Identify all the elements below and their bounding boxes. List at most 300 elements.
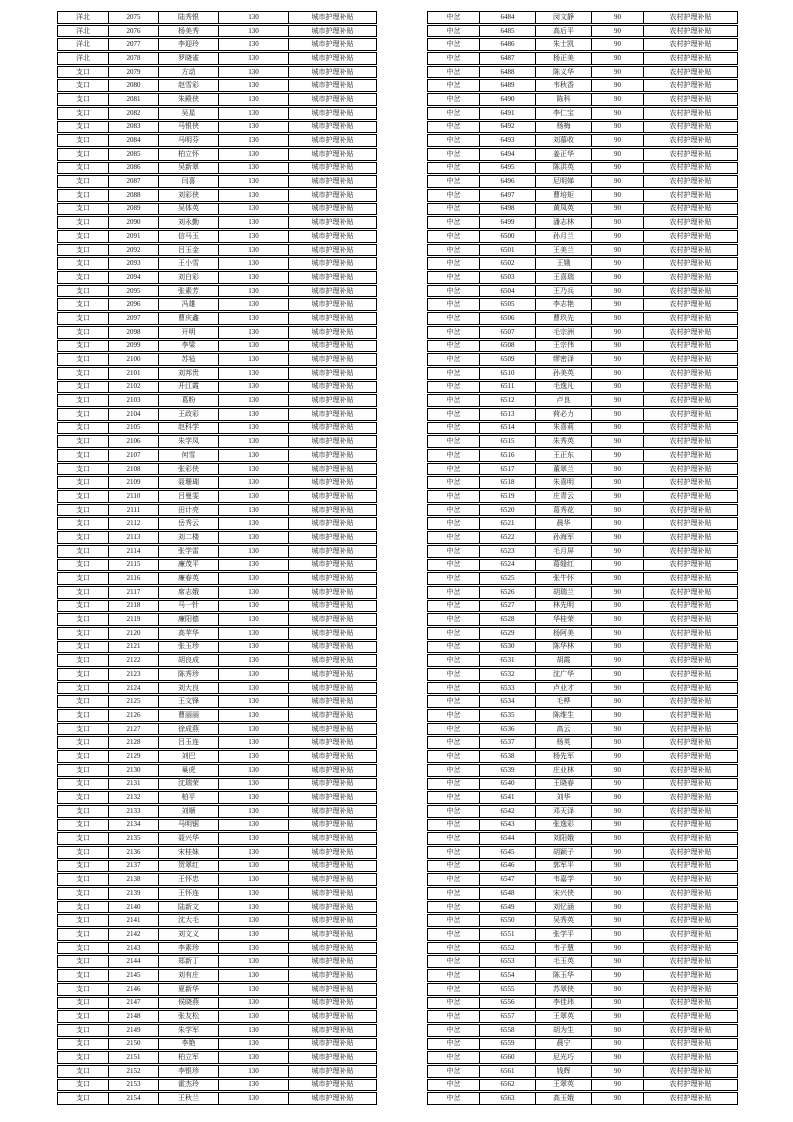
table-row <box>427 1079 738 1092</box>
table-row <box>427 230 738 243</box>
amount-cell: 90 <box>591 408 643 421</box>
subsidy-type-cell: 农村护理补贴 <box>643 216 738 229</box>
person-name-cell: 李迎玲 <box>158 38 218 51</box>
serial-number-cell: 6520 <box>479 504 535 517</box>
table-row <box>57 517 377 530</box>
person-name-cell: 马明芬 <box>158 134 218 147</box>
table-row <box>427 709 738 722</box>
serial-number-cell: 6488 <box>479 66 535 79</box>
table-row <box>427 517 738 530</box>
amount-cell: 90 <box>591 709 643 722</box>
subsidy-type-cell: 城市护理补贴 <box>288 572 377 585</box>
area-cell: 中岔 <box>427 942 479 955</box>
subsidy-type-cell: 城市护理补贴 <box>288 860 377 873</box>
amount-cell: 130 <box>218 25 288 38</box>
person-name-cell: 刘华 <box>535 791 591 804</box>
subsidy-type-cell: 城市护理补贴 <box>288 381 377 394</box>
area-cell: 支口 <box>57 271 108 284</box>
serial-number-cell: 2127 <box>108 723 158 736</box>
subsidy-type-cell: 农村护理补贴 <box>643 189 738 202</box>
table-row <box>427 723 738 736</box>
person-name-cell: 陈科 <box>535 93 591 106</box>
person-name-cell: 高后平 <box>535 25 591 38</box>
subsidy-type-cell: 城市护理补贴 <box>288 435 377 448</box>
subsidy-type-cell: 农村护理补贴 <box>643 764 738 777</box>
person-name-cell: 王怀连 <box>158 887 218 900</box>
area-cell: 中岔 <box>427 312 479 325</box>
serial-number-cell: 6489 <box>479 79 535 92</box>
table-row <box>427 148 738 161</box>
table-row <box>427 476 738 489</box>
area-cell: 中岔 <box>427 244 479 257</box>
person-name-cell: 侯晓燕 <box>158 997 218 1010</box>
serial-number-cell: 2121 <box>108 641 158 654</box>
serial-number-cell: 6535 <box>479 709 535 722</box>
serial-number-cell: 2099 <box>108 340 158 353</box>
table-row <box>57 312 377 325</box>
subsidy-type-cell: 城市护理补贴 <box>288 121 377 134</box>
serial-number-cell: 2086 <box>108 162 158 175</box>
subsidy-type-cell: 城市护理补贴 <box>288 66 377 79</box>
area-cell: 中岔 <box>427 750 479 763</box>
person-name-cell: 刘巴 <box>158 750 218 763</box>
area-cell: 支口 <box>57 517 108 530</box>
amount-cell: 90 <box>591 298 643 311</box>
person-name-cell: 李志艳 <box>535 298 591 311</box>
amount-cell: 90 <box>591 244 643 257</box>
table-row <box>57 52 377 65</box>
person-name-cell: 刘永勤 <box>158 216 218 229</box>
serial-number-cell: 6505 <box>479 298 535 311</box>
amount-cell: 130 <box>218 545 288 558</box>
serial-number-cell: 6557 <box>479 1010 535 1023</box>
person-name-cell: 陆新文 <box>158 901 218 914</box>
person-name-cell: 沈大毛 <box>158 914 218 927</box>
area-cell: 支口 <box>57 654 108 667</box>
area-cell: 支口 <box>57 860 108 873</box>
person-name-cell: 王娥 <box>535 257 591 270</box>
table-row <box>57 230 377 243</box>
person-name-cell: 刘彩侠 <box>158 189 218 202</box>
amount-cell: 130 <box>218 271 288 284</box>
person-name-cell: 巢虎 <box>158 764 218 777</box>
person-name-cell: 张牛怀 <box>535 572 591 585</box>
person-name-cell: 苏翠侠 <box>535 983 591 996</box>
subsidy-type-cell: 农村护理补贴 <box>643 52 738 65</box>
table-row <box>427 367 738 380</box>
serial-number-cell: 6510 <box>479 367 535 380</box>
table-row <box>427 298 738 311</box>
person-name-cell: 罗晓雀 <box>158 52 218 65</box>
amount-cell: 90 <box>591 504 643 517</box>
person-name-cell: 朱学军 <box>158 1024 218 1037</box>
area-cell: 支口 <box>57 381 108 394</box>
serial-number-cell: 6537 <box>479 736 535 749</box>
area-cell: 中岔 <box>427 819 479 832</box>
amount-cell: 130 <box>218 66 288 79</box>
amount-cell: 130 <box>218 1092 288 1105</box>
amount-cell: 130 <box>218 832 288 845</box>
amount-cell: 90 <box>591 285 643 298</box>
amount-cell: 90 <box>591 928 643 941</box>
amount-cell: 90 <box>591 175 643 188</box>
subsidy-type-cell: 农村护理补贴 <box>643 353 738 366</box>
serial-number-cell: 2153 <box>108 1079 158 1092</box>
amount-cell: 130 <box>218 408 288 421</box>
area-cell: 支口 <box>57 449 108 462</box>
amount-cell: 130 <box>218 79 288 92</box>
subsidy-type-cell: 农村护理补贴 <box>643 832 738 845</box>
subsidy-type-cell: 城市护理补贴 <box>288 312 377 325</box>
subsidy-type-cell: 农村护理补贴 <box>643 545 738 558</box>
serial-number-cell: 2079 <box>108 66 158 79</box>
person-name-cell: 尼光巧 <box>535 1051 591 1064</box>
subsidy-type-cell: 农村护理补贴 <box>643 435 738 448</box>
serial-number-cell: 2129 <box>108 750 158 763</box>
area-cell: 中岔 <box>427 627 479 640</box>
amount-cell: 130 <box>218 791 288 804</box>
table-row <box>57 38 377 51</box>
subsidy-type-cell: 农村护理补贴 <box>643 955 738 968</box>
serial-number-cell: 2137 <box>108 860 158 873</box>
amount-cell: 90 <box>591 545 643 558</box>
subsidy-type-cell: 城市护理补贴 <box>288 682 377 695</box>
table-row <box>427 340 738 353</box>
subsidy-type-cell: 城市护理补贴 <box>288 148 377 161</box>
serial-number-cell: 6518 <box>479 476 535 489</box>
person-name-cell: 杨英 <box>535 736 591 749</box>
table-row <box>427 1024 738 1037</box>
subsidy-type-cell: 农村护理补贴 <box>643 668 738 681</box>
table-row <box>427 162 738 175</box>
table-row <box>427 25 738 38</box>
table-row <box>57 1038 377 1051</box>
area-cell: 中岔 <box>427 846 479 859</box>
person-name-cell: 钱辉 <box>535 1065 591 1078</box>
area-cell: 中岔 <box>427 613 479 626</box>
amount-cell: 90 <box>591 38 643 51</box>
serial-number-cell: 2132 <box>108 791 158 804</box>
amount-cell: 130 <box>218 381 288 394</box>
area-cell: 中岔 <box>427 79 479 92</box>
table-row <box>427 271 738 284</box>
serial-number-cell: 6528 <box>479 613 535 626</box>
area-cell: 支口 <box>57 668 108 681</box>
table-row <box>427 257 738 270</box>
person-name-cell: 陈华林 <box>535 641 591 654</box>
area-cell: 支口 <box>57 203 108 216</box>
subsidy-type-cell: 城市护理补贴 <box>288 586 377 599</box>
area-cell: 支口 <box>57 463 108 476</box>
table-row <box>427 121 738 134</box>
amount-cell: 90 <box>591 613 643 626</box>
person-name-cell: 王晓春 <box>535 778 591 791</box>
subsidy-type-cell: 农村护理补贴 <box>643 778 738 791</box>
table-row <box>427 326 738 339</box>
person-name-cell: 刘有庄 <box>158 969 218 982</box>
amount-cell: 90 <box>591 148 643 161</box>
subsidy-type-cell: 农村护理补贴 <box>643 298 738 311</box>
person-name-cell: 席志娥 <box>158 586 218 599</box>
serial-number-cell: 2134 <box>108 819 158 832</box>
table-row <box>427 134 738 147</box>
table-row <box>57 11 377 24</box>
area-cell: 支口 <box>57 764 108 777</box>
area-cell: 中岔 <box>427 873 479 886</box>
area-cell: 洋北 <box>57 38 108 51</box>
serial-number-cell: 2097 <box>108 312 158 325</box>
area-cell: 支口 <box>57 1010 108 1023</box>
area-cell: 中岔 <box>427 394 479 407</box>
area-cell: 中岔 <box>427 695 479 708</box>
amount-cell: 90 <box>591 463 643 476</box>
subsidy-type-cell: 城市护理补贴 <box>288 997 377 1010</box>
person-name-cell: 柏平 <box>158 791 218 804</box>
person-name-cell: 吴星 <box>158 107 218 120</box>
table-row <box>427 736 738 749</box>
area-cell: 中岔 <box>427 736 479 749</box>
serial-number-cell: 6523 <box>479 545 535 558</box>
table-row <box>57 1024 377 1037</box>
subsidy-type-cell: 城市护理补贴 <box>288 340 377 353</box>
area-cell: 支口 <box>57 175 108 188</box>
subsidy-type-cell: 城市护理补贴 <box>288 52 377 65</box>
table-row <box>427 381 738 394</box>
serial-number-cell: 6531 <box>479 654 535 667</box>
serial-number-cell: 2116 <box>108 572 158 585</box>
table-row <box>57 476 377 489</box>
table-row <box>427 66 738 79</box>
serial-number-cell: 6517 <box>479 463 535 476</box>
subsidy-type-cell: 城市护理补贴 <box>288 298 377 311</box>
subsidy-type-cell: 城市护理补贴 <box>288 1065 377 1078</box>
subsidy-type-cell: 农村护理补贴 <box>643 723 738 736</box>
person-name-cell: 尼明娣 <box>535 175 591 188</box>
person-name-cell: 聂兴华 <box>158 832 218 845</box>
serial-number-cell: 6541 <box>479 791 535 804</box>
serial-number-cell: 6513 <box>479 408 535 421</box>
person-name-cell: 刘慕收 <box>535 134 591 147</box>
subsidy-type-cell: 城市护理补贴 <box>288 531 377 544</box>
subsidy-type-cell: 城市护理补贴 <box>288 846 377 859</box>
subsidy-type-cell: 农村护理补贴 <box>643 887 738 900</box>
serial-number-cell: 6519 <box>479 490 535 503</box>
table-row <box>57 901 377 914</box>
amount-cell: 130 <box>218 1038 288 1051</box>
person-name-cell: 张学雷 <box>158 545 218 558</box>
subsidy-type-cell: 农村护理补贴 <box>643 517 738 530</box>
area-cell: 支口 <box>57 641 108 654</box>
person-name-cell: 王政彩 <box>158 408 218 421</box>
person-name-cell: 李梁 <box>158 340 218 353</box>
table-row <box>57 422 377 435</box>
person-name-cell: 胡颖子 <box>535 846 591 859</box>
person-name-cell: 胡霞 <box>535 654 591 667</box>
area-cell: 中岔 <box>427 476 479 489</box>
person-name-cell: 卢业才 <box>535 682 591 695</box>
subsidy-type-cell: 城市护理补贴 <box>288 394 377 407</box>
serial-number-cell: 2105 <box>108 422 158 435</box>
person-name-cell: 开江霞 <box>158 381 218 394</box>
amount-cell: 130 <box>218 298 288 311</box>
serial-number-cell: 6495 <box>479 162 535 175</box>
serial-number-cell: 2149 <box>108 1024 158 1037</box>
area-cell: 支口 <box>57 586 108 599</box>
person-name-cell: 林先明 <box>535 600 591 613</box>
serial-number-cell: 6487 <box>479 52 535 65</box>
subsidy-type-cell: 农村护理补贴 <box>643 572 738 585</box>
amount-cell: 90 <box>591 230 643 243</box>
subsidy-type-cell: 农村护理补贴 <box>643 928 738 941</box>
amount-cell: 90 <box>591 1065 643 1078</box>
amount-cell: 90 <box>591 901 643 914</box>
area-cell: 中岔 <box>427 408 479 421</box>
area-cell: 中岔 <box>427 230 479 243</box>
person-name-cell: 吴体英 <box>158 203 218 216</box>
table-row <box>57 340 377 353</box>
person-name-cell: 邓天泽 <box>535 805 591 818</box>
person-name-cell: 曹丽丽 <box>158 709 218 722</box>
subsidy-type-cell: 城市护理补贴 <box>288 750 377 763</box>
amount-cell: 130 <box>218 942 288 955</box>
person-name-cell: 信马玉 <box>158 230 218 243</box>
area-cell: 中岔 <box>427 203 479 216</box>
serial-number-cell: 2089 <box>108 203 158 216</box>
amount-cell: 90 <box>591 93 643 106</box>
person-name-cell: 柏立军 <box>158 1051 218 1064</box>
area-cell: 中岔 <box>427 93 479 106</box>
table-row <box>57 285 377 298</box>
person-name-cell: 刘大良 <box>158 682 218 695</box>
serial-number-cell: 6507 <box>479 326 535 339</box>
person-name-cell: 王翠英 <box>535 1010 591 1023</box>
table-row <box>57 723 377 736</box>
area-cell: 中岔 <box>427 928 479 941</box>
table-row <box>57 175 377 188</box>
table-row <box>427 244 738 257</box>
subsidy-type-cell: 城市护理补贴 <box>288 764 377 777</box>
table-row <box>427 545 738 558</box>
area-cell: 支口 <box>57 367 108 380</box>
amount-cell: 130 <box>218 572 288 585</box>
amount-cell: 90 <box>591 955 643 968</box>
person-name-cell: 杨美秀 <box>158 25 218 38</box>
table-row <box>57 408 377 421</box>
area-cell: 中岔 <box>427 531 479 544</box>
amount-cell: 130 <box>218 641 288 654</box>
serial-number-cell: 6521 <box>479 517 535 530</box>
table-row <box>57 559 377 572</box>
subsidy-type-cell: 城市护理补贴 <box>288 422 377 435</box>
area-cell: 中岔 <box>427 326 479 339</box>
person-name-cell: 胡瑞兰 <box>535 586 591 599</box>
serial-number-cell: 6492 <box>479 121 535 134</box>
table-row <box>427 887 738 900</box>
subsidy-type-cell: 农村护理补贴 <box>643 230 738 243</box>
area-cell: 洋北 <box>57 25 108 38</box>
subsidy-type-cell: 城市护理补贴 <box>288 723 377 736</box>
serial-number-cell: 6544 <box>479 832 535 845</box>
serial-number-cell: 2101 <box>108 367 158 380</box>
area-cell: 支口 <box>57 819 108 832</box>
amount-cell: 90 <box>591 778 643 791</box>
table-row <box>57 381 377 394</box>
subsidy-type-cell: 农村护理补贴 <box>643 901 738 914</box>
subsidy-type-cell: 农村护理补贴 <box>643 531 738 544</box>
subsidy-type-cell: 城市护理补贴 <box>288 942 377 955</box>
amount-cell: 90 <box>591 586 643 599</box>
table-row <box>57 1065 377 1078</box>
table-row <box>57 736 377 749</box>
serial-number-cell: 2146 <box>108 983 158 996</box>
table-row <box>427 668 738 681</box>
table-row <box>427 832 738 845</box>
subsidy-type-cell: 城市护理补贴 <box>288 367 377 380</box>
area-cell: 中岔 <box>427 764 479 777</box>
area-cell: 中岔 <box>427 1024 479 1037</box>
table-row <box>427 394 738 407</box>
table-row <box>57 367 377 380</box>
serial-number-cell: 6493 <box>479 134 535 147</box>
amount-cell: 130 <box>218 463 288 476</box>
person-name-cell: 王乃兵 <box>535 285 591 298</box>
table-row <box>57 873 377 886</box>
amount-cell: 90 <box>591 107 643 120</box>
subsidy-type-cell: 城市护理补贴 <box>288 641 377 654</box>
table-row <box>427 93 738 106</box>
amount-cell: 90 <box>591 422 643 435</box>
area-cell: 中岔 <box>427 134 479 147</box>
serial-number-cell: 6559 <box>479 1038 535 1051</box>
subsidy-type-cell: 城市护理补贴 <box>288 271 377 284</box>
area-cell: 支口 <box>57 326 108 339</box>
amount-cell: 90 <box>591 257 643 270</box>
table-row <box>57 955 377 968</box>
amount-cell: 90 <box>591 1079 643 1092</box>
serial-number-cell: 2136 <box>108 846 158 859</box>
area-cell: 中岔 <box>427 778 479 791</box>
amount-cell: 130 <box>218 285 288 298</box>
subsidy-type-cell: 农村护理补贴 <box>643 66 738 79</box>
amount-cell: 130 <box>218 257 288 270</box>
serial-number-cell: 2094 <box>108 271 158 284</box>
table-row <box>427 969 738 982</box>
person-name-cell: 吕玉连 <box>158 736 218 749</box>
amount-cell: 130 <box>218 997 288 1010</box>
serial-number-cell: 2092 <box>108 244 158 257</box>
subsidy-type-cell: 农村护理补贴 <box>643 93 738 106</box>
person-name-cell: 沈瑞荣 <box>158 778 218 791</box>
subsidy-type-cell: 城市护理补贴 <box>288 695 377 708</box>
amount-cell: 90 <box>591 764 643 777</box>
area-cell: 中岔 <box>427 586 479 599</box>
amount-cell: 130 <box>218 682 288 695</box>
serial-number-cell: 2133 <box>108 805 158 818</box>
person-name-cell: 曹培矩 <box>535 189 591 202</box>
serial-number-cell: 6553 <box>479 955 535 968</box>
subsidy-type-cell: 农村护理补贴 <box>643 79 738 92</box>
area-cell: 中岔 <box>427 668 479 681</box>
subsidy-type-cell: 农村护理补贴 <box>643 257 738 270</box>
table-row <box>427 586 738 599</box>
amount-cell: 90 <box>591 490 643 503</box>
amount-cell: 90 <box>591 134 643 147</box>
area-cell: 中岔 <box>427 654 479 667</box>
serial-number-cell: 6562 <box>479 1079 535 1092</box>
amount-cell: 130 <box>218 11 288 24</box>
amount-cell: 90 <box>591 887 643 900</box>
subsidy-type-cell: 农村护理补贴 <box>643 11 738 24</box>
